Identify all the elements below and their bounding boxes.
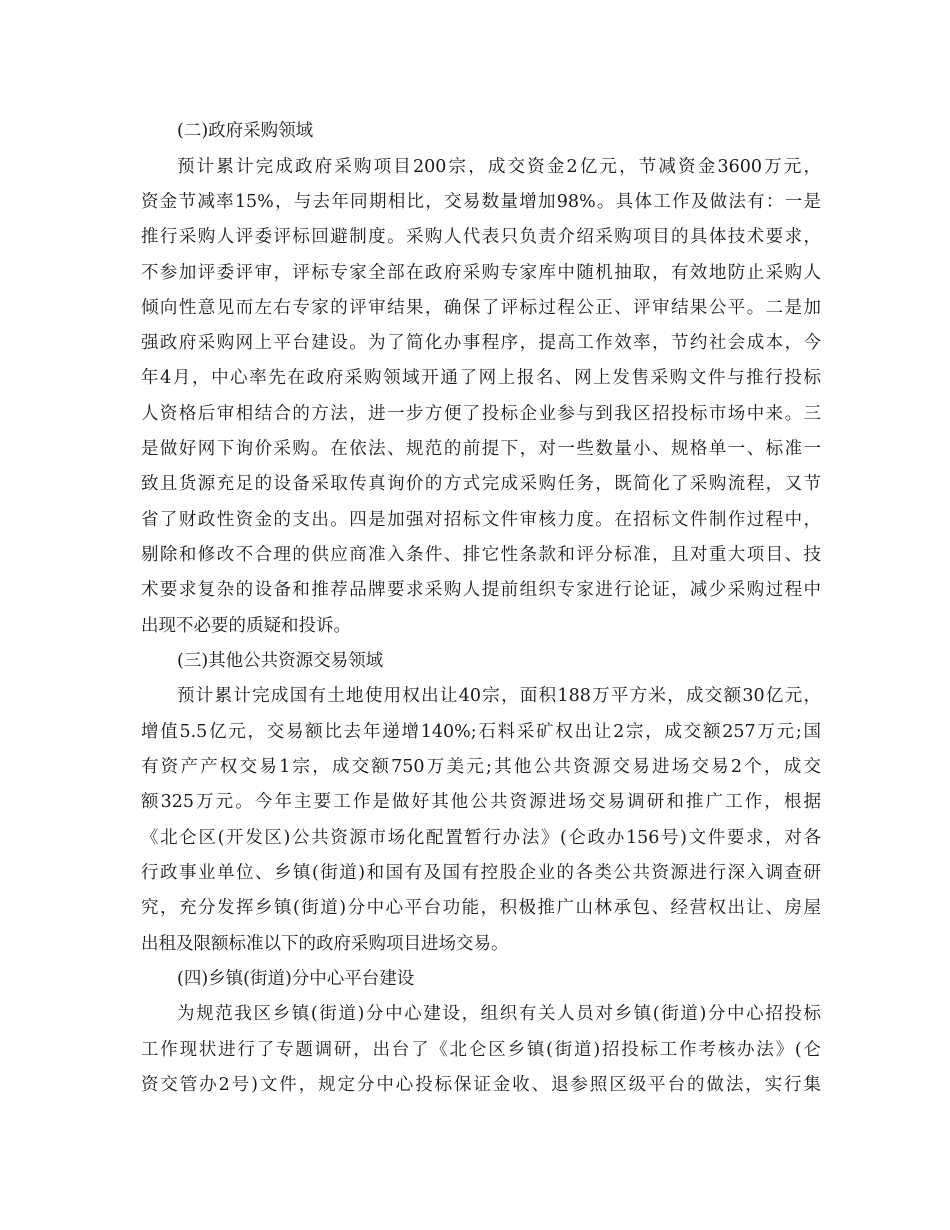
paragraph-line: 致且货源充足的设备采取传真询价的方式完成采购任务，既简化了采购流程，又节: [141, 474, 821, 494]
paragraph-line: 推行采购人评委评标回避制度。采购人代表只负责介绍采购项目的具体技术要求，: [141, 227, 821, 247]
paragraph-line: 剔除和修改不合理的供应商准入条件、排它性条款和评分标准，且对重大项目、技: [141, 545, 821, 565]
paragraph-line: 有资产产权交易1宗，成交额750万美元;其他公共资源交易进场交易2个，成交: [141, 757, 821, 777]
paragraph-line: 资金节减率15%，与去年同期相比，交易数量增加98%。具体工作及做法有：一是: [141, 192, 821, 212]
paragraph-line: 省了财政性资金的支出。四是加强对招标文件审核力度。在招标文件制作过程中，: [141, 510, 821, 530]
paragraph-line: 出租及限额标准以下的政府采购项目进场交易。: [141, 934, 509, 954]
section-heading: (四)乡镇(街道)分中心平台建设: [177, 969, 415, 989]
paragraph-line: 人资格后审相结合的方法，进一步方便了投标企业参与到我区招投标市场中来。三: [141, 404, 821, 424]
paragraph-line: 增值5.5亿元，交易额比去年递增140%;石料采矿权出让2宗，成交额257万元;国: [141, 722, 821, 742]
paragraph-line: 预计累计完成政府采购项目200宗，成交资金2亿元，节减资金3600万元，: [177, 157, 821, 177]
section-heading: (二)政府采购领域: [177, 121, 314, 141]
paragraph-line: 工作现状进行了专题调研，出台了《北仑区乡镇(街道)招投标工作考核办法》(仑: [141, 1040, 821, 1060]
paragraph-line: 额325万元。今年主要工作是做好其他公共资源进场交易调研和推广工作，根据: [141, 792, 821, 812]
paragraph-line: 年4月，中心率先在政府采购领域开通了网上报名、网上发售采购文件与推行投标: [141, 368, 821, 388]
paragraph-line: 行政事业单位、乡镇(街道)和国有及国有控股企业的各类公共资源进行深入调查研: [141, 863, 821, 883]
paragraph-line: 预计累计完成国有土地使用权出让40宗，面积188万平方米，成交额30亿元，: [177, 686, 821, 706]
paragraph-line: 是做好网下询价采购。在依法、规范的前提下，对一些数量小、规格单一、标准一: [141, 439, 821, 459]
paragraph-line: 《北仑区(开发区)公共资源市场化配置暂行办法》(仑政办156号)文件要求，对各: [141, 828, 821, 848]
paragraph-line: 不参加评委评审，评标专家全部在政府采购专家库中随机抽取，有效地防止采购人: [141, 263, 821, 283]
paragraph-line: 术要求复杂的设备和推荐品牌要求采购人提前组织专家进行论证，减少采购过程中: [141, 580, 821, 600]
paragraph-line: 强政府采购网上平台建设。为了简化办事程序，提高工作效率，节约社会成本，今: [141, 333, 821, 353]
paragraph-line: 资交管办2号)文件，规定分中心投标保证金收、退参照区级平台的做法，实行集: [141, 1075, 821, 1095]
section-heading: (三)其他公共资源交易领域: [177, 651, 384, 671]
paragraph-line: 为规范我区乡镇(街道)分中心建设，组织有关人员对乡镇(街道)分中心招投标: [177, 1004, 821, 1024]
paragraph-line: 究，充分发挥乡镇(街道)分中心平台功能，积极推广山林承包、经营权出让、房屋: [141, 898, 821, 918]
paragraph-line: 倾向性意见而左右专家的评审结果，确保了评标过程公正、评审结果公平。二是加: [141, 298, 821, 318]
paragraph-line: 出现不必要的质疑和投诉。: [141, 616, 351, 636]
